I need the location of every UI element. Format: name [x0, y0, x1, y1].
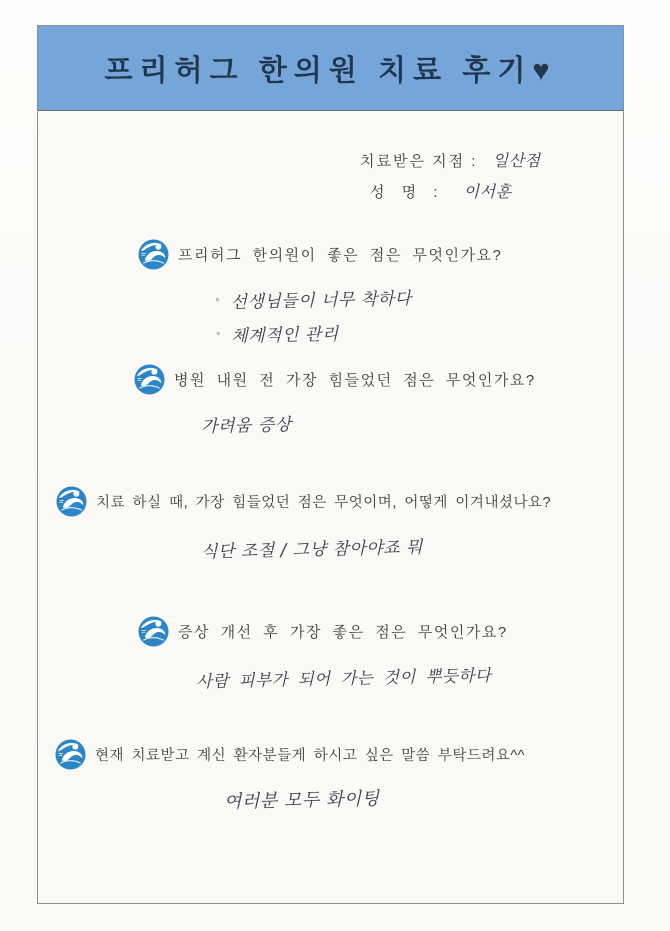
question-text: 치료 하실 때, 가장 힘들었던 점은 무엇이며, 어떻게 이겨내셨나요?: [96, 494, 552, 511]
review-form: [37, 25, 624, 904]
branch-label: 치료받은 지점 :: [360, 153, 478, 170]
answer-block-1: [215, 284, 412, 356]
name-field: [370, 179, 512, 202]
answer-text: 체계적인 관리: [231, 324, 339, 347]
answer-block-2: [201, 410, 292, 437]
clinic-logo-icon: [138, 239, 169, 270]
bullet-icon: ◦: [216, 327, 221, 341]
answer-text: 여러분 모두 화이팅: [223, 788, 380, 813]
clinic-logo-icon: [138, 616, 169, 647]
page-title: 프리허그 한의원 치료 후기♥: [104, 54, 557, 87]
clinic-logo-icon: [55, 739, 86, 770]
question-text: 프리허그 한의원이 좋은 점은 무엇인가요?: [178, 246, 503, 264]
answer-text: 식단 조절 / 그냥 참아야죠 뭐: [200, 537, 424, 563]
answer-block-4: [196, 662, 492, 692]
answer-block-5: [224, 784, 380, 813]
name-value: 이서훈: [463, 182, 512, 201]
clinic-logo-icon: [56, 486, 87, 517]
answer-block-3: [201, 533, 423, 563]
question-text: 현재 치료받고 계신 환자분들게 하시고 싶은 말씀 부탁드려요^^: [95, 747, 525, 764]
question-text: 병원 내원 전 가장 힘들었던 점은 무엇인가요?: [174, 371, 536, 389]
bullet-icon: ◦: [215, 293, 220, 307]
answer-text: 가려움 증상: [200, 415, 292, 437]
answer-line: [215, 284, 411, 313]
question-text: 증상 개선 후 가장 좋은 점은 무엇인가요?: [178, 623, 508, 641]
clinic-logo-icon: [134, 364, 165, 395]
name-label: 성 명 :: [370, 184, 440, 201]
answer-text: 사람 피부가 되어 가는 것이 뿌듯하다: [195, 665, 492, 692]
title-banner: [38, 26, 623, 111]
question-row-2: [134, 363, 536, 395]
branch-field: [360, 148, 541, 171]
question-row-4: [138, 615, 508, 647]
answer-line: [216, 318, 412, 347]
question-row-1: [138, 238, 502, 270]
branch-value: 일산점: [492, 151, 541, 170]
question-row-5: [55, 738, 525, 770]
question-row-3: [56, 485, 551, 517]
answer-text: 선생님들이 너무 착하다: [230, 288, 412, 313]
